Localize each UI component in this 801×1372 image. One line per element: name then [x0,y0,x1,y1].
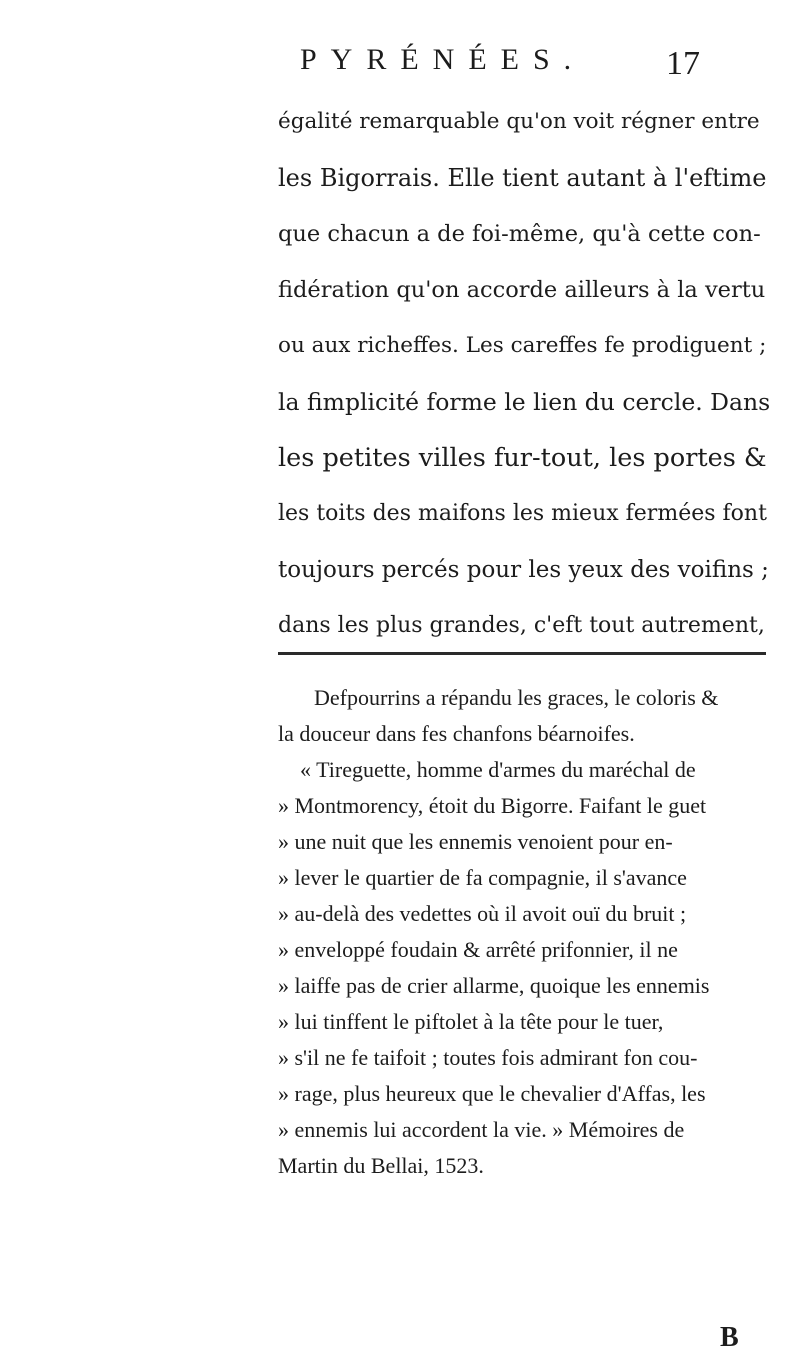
running-title: PYRÉNÉES. [300,43,586,76]
text-line: fidération qu'on accorde ailleurs à la vertu [278,277,766,303]
text-line: la fimplicité forme le lien du cercle. Dans [278,388,771,416]
text-line: les Bigorrais. Elle tient autant à l'eftime [278,164,767,192]
text-line: ou aux richeffes. Les careffes fe prodiguent ; [278,333,767,358]
footnote-rule [278,652,766,655]
page-number: 17 [666,45,700,82]
footnote-line: » enveloppé foudain & arrêté prifonnier, il ne [278,937,678,962]
footnote-line: » lui tinffent le piftolet à la tête pour le tuer, [278,1009,664,1034]
footnote-line: » une nuit que les ennemis venoient pour en- [278,829,673,854]
footnote-line: Martin du Bellai, 1523. [278,1153,484,1178]
text-line: toujours percés pour les yeux des voifins ; [278,557,769,583]
footnote-line: « Tireguette, homme d'armes du maréchal de [300,757,696,782]
footnote-line: » s'il ne fe taifoit ; toutes fois admirant fon cou- [278,1045,698,1070]
text-line: les petites villes fur-tout, les portes & [278,443,767,473]
footnote-line: » rage, plus heureux que le chevalier d'Affas, les [278,1081,706,1106]
footnote-line: » laiffe pas de crier allarme, quoique les ennemis [278,973,710,998]
text-line: égalité remarquable qu'on voit régner entre [278,109,760,134]
footnote-line: » Montmorency, étoit du Bigorre. Faifant le guet [278,793,707,818]
footnote-line: » au-delà des vedettes où il avoit ouï du bruit ; [278,901,687,926]
running-head [0,40,801,90]
footnote-line: Defpourrins a répandu les graces, le coloris & [314,685,719,710]
text-line: les toits des maifons les mieux fermées font [278,501,767,526]
signature-mark: B [720,1322,739,1353]
text-line: dans les plus grandes, c'eft tout autrement, [278,613,765,638]
footnote-line: » ennemis lui accordent la vie. » Mémoires de [278,1117,685,1142]
footnote-line: la douceur dans fes chanfons béarnoifes. [278,721,635,746]
text-line: que chacun a de foi-même, qu'à cette con- [278,221,761,247]
footnote-line: » lever le quartier de fa compagnie, il s'avance [278,865,687,890]
